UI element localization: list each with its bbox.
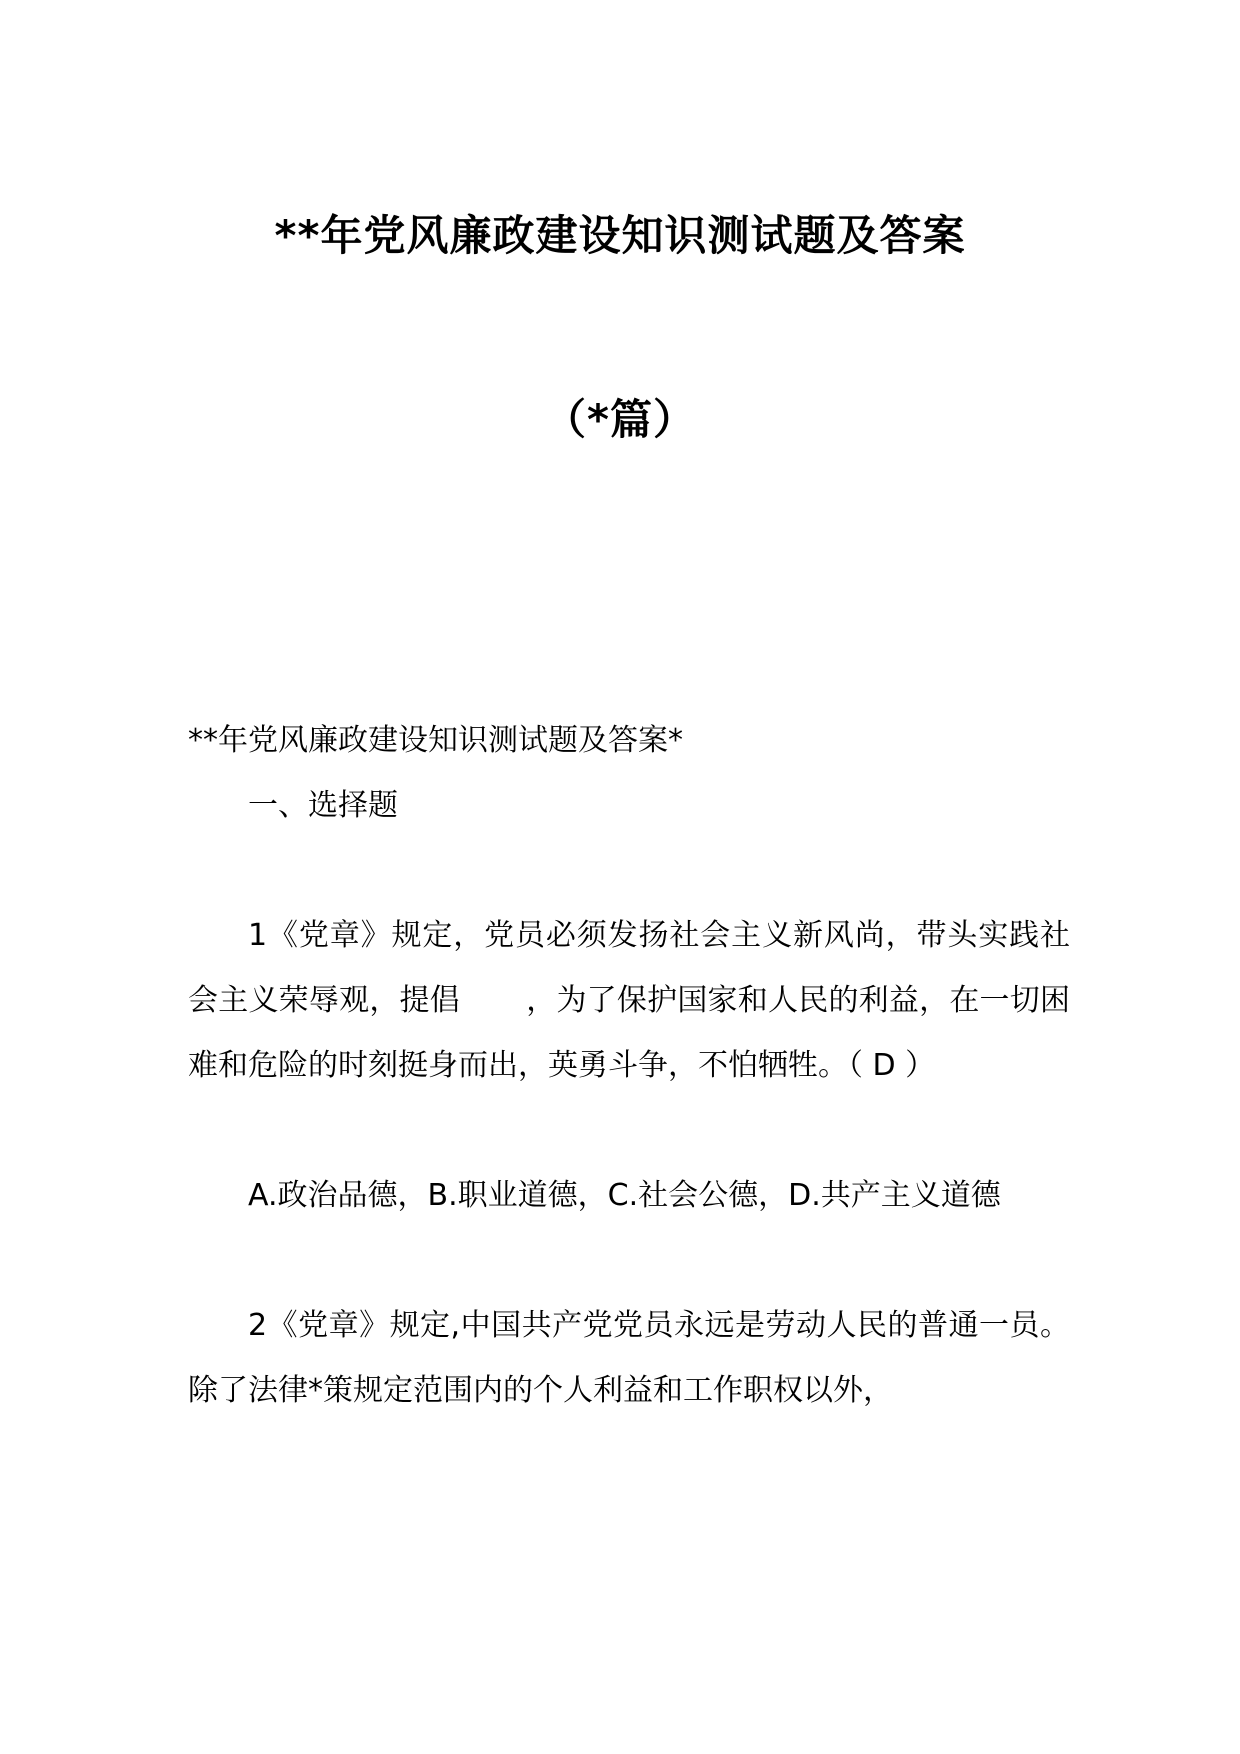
document-body bbox=[188, 708, 1070, 1423]
document-title-line-1: **年党风廉政建设知识测试题及答案 bbox=[274, 211, 966, 260]
question-1 bbox=[188, 903, 1070, 1098]
question-1-text-after-blank: ，为了保护国家和人民的利益，在一切困难和危险的时刻挺身而出，英勇斗争，不怕牺牲。（ D ） bbox=[188, 983, 1070, 1083]
body-subtitle: **年党风廉政建设知识测试题及答案* bbox=[188, 723, 683, 758]
paragraph-gap bbox=[188, 838, 1070, 903]
paragraph-gap bbox=[188, 1098, 1070, 1163]
question-1-text-before-blank: 1《党章》规定，党员必须发扬社会主义新风尚，带头实践社会主义荣辱观，提倡 bbox=[188, 918, 1070, 1018]
question-1-options: A.政治品德，B.职业道德，C.社会公德，D.共产主义道德 bbox=[248, 1178, 1001, 1213]
question-2: 2《党章》规定,中国共产党党员永远是劳动人民的普通一员。除了法律*策规定范围内的个人利益和工作职权以外， bbox=[188, 1308, 1070, 1408]
document-title-line-2: （*篇） bbox=[544, 395, 696, 444]
section-heading: 一、选择题 bbox=[248, 788, 398, 823]
paragraph-gap bbox=[188, 1228, 1070, 1293]
